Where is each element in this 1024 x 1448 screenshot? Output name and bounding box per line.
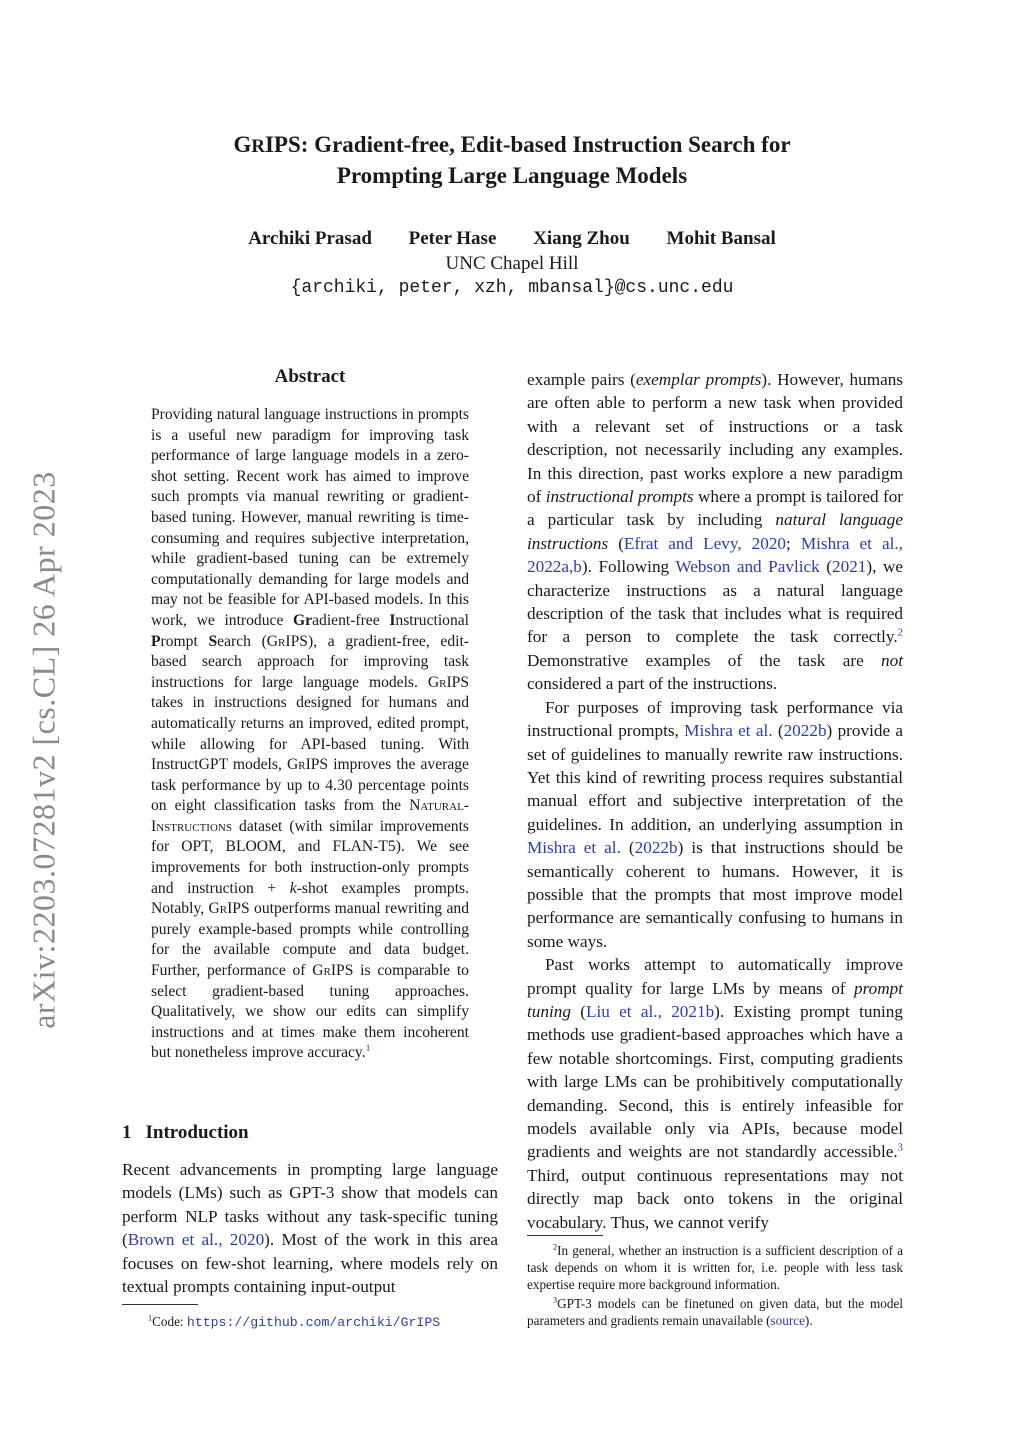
citation-link[interactable]: 2022b: [783, 721, 827, 741]
abstract-text: Providing natural language instructions in prompts is a useful new paradigm for improving task performance of large language models in a zero-shot setting. Recent work has aimed to improve such prompts via manual rewriting or gradient-based tuning. However, manual rewriting is time-consuming and requires subjective interpretation, while gradient-based tuning can be extremely computationally demanding for large models and may not be feasible for API-based models. In this work, we introduce Gradient-free Instructional Prompt Search (GrIPS), a gradient-free, edit-based search approach for improving task instructions for large language models. GrIPS takes in instructions designed for humans and automatically returns an improved, edited prompt, while allowing for API-based tuning. With InstructGPT models, GrIPS improves the average task performance by up to 4.30 percentage points on eight classification tasks from the Natural-Instructions dataset (with similar improvements for OPT, BLOOM, and FLAN-T5). We see improvements for both instruction-only prompts and instruction + k-shot examples prompts. Notably, GrIPS outperforms manual rewriting and purely example-based prompts while controlling for the available compute and data budget. Further, performance of GrIPS is comparable to select gradient-based tuning approaches. Qualitatively, we show our edits can simplify instructions and at times make them incoherent but nonetheless improve accuracy.$^1$: [151, 406, 470, 1062]
author-block: [120, 226, 904, 301]
author-emails[interactable]: {archiki, peter, xzh, mbansal}@cs.unc.edu: [290, 278, 734, 298]
paragraph: Past works attempt to automatically improve prompt quality for large LMs by means of prompt tuning (Liu et al., 2021b). Existing prompt tuning methods use gradient-based approaches which have a few notable shortcomings. First, computing gradients with large LMs can be prohibitively computationally demanding. Second, this is entirely infeasible for models available only via APIs, because model gradients and weights are not standardly accessible.$^3$ Third, output continuous representations may not directly map back onto tokens in the original vocabulary. Thus, we cannot verify: [527, 955, 903, 1232]
arxiv-stamp: arXiv:2203.07281v2 [cs.CL] 26 Apr 2023: [25, 471, 62, 1029]
affiliation: UNC Chapel Hill: [445, 253, 579, 274]
citation-link[interactable]: 2022b: [634, 838, 678, 858]
section-heading: 1 Introduction: [122, 1122, 249, 1143]
paragraph: example pairs (exemplar prompts). However, humans are often able to perform a new task when provided with a relevant set of instructions or a task description, not necessarily including any examples. In this direction, past works explore a new paradigm of instructional prompts where a prompt is tailored for a particular task by including natural language instructions (Efrat and Levy, 2020; Mishra et al., 2022a,b). Following Webson and Pavlick (2021), we characterize instructions as a natural language description of the task that includes what is required for a person to complete the task correctly.$^2$ Demonstrative examples of the task are not considered a part of the instructions.: [527, 370, 904, 694]
citation-link[interactable]: Efrat and Levy, 2020: [623, 533, 787, 553]
paragraph: For purposes of improving task performance via instructional prompts, Mishra et al. (2022b) provide a set of guidelines to manually rewrite raw instructions. Yet this kind of rewriting process requires substantial manual effort and subjective interpretation of the guidelines. In addition, an underlying assumption in Mishra et al. (2022b) is that instructions should be semantically coherent to humans. However, it is possible that the prompts that most improve model performance are semantically confusing to humans in some ways.: [527, 697, 903, 951]
footnote-2: $^2$In general, whether an instruction is a sufficient description of a task depends on whom it is written for, i.e. people with less task expertise require more background information.: [527, 1242, 903, 1292]
footnote-1: $^1$Code: https://github.com/archiki/GrIPS: [148, 1313, 441, 1330]
author-name: Mohit Bansal: [666, 228, 776, 249]
code-link[interactable]: https://github.com/archiki/GrIPS: [186, 1315, 441, 1330]
citation-link[interactable]: Liu et al., 2021b: [585, 1001, 715, 1021]
footnote-ref[interactable]: 2: [897, 627, 903, 639]
citation-link[interactable]: Brown et al., 2020: [127, 1230, 265, 1250]
right-column-text: [527, 368, 903, 1234]
footnote-3: $^3$GPT-3 models can be finetuned on given data, but the model parameters and gradients remain unavailable (source).: [527, 1295, 903, 1328]
citation-link[interactable]: Mishra et al.: [684, 721, 773, 741]
footnote-rule: [122, 1304, 198, 1305]
citation-link[interactable]: Mishra et al.: [527, 838, 621, 858]
footnote-ref[interactable]: 3: [897, 1142, 903, 1154]
citation-link[interactable]: 2021: [832, 557, 867, 577]
paper-title: GRIPS: Gradient-free, Edit-based Instruction Search for Prompting Large Language Models: [233, 132, 791, 188]
author-name: Xiang Zhou: [533, 228, 630, 249]
footnote-ref[interactable]: 1: [365, 1043, 371, 1055]
abstract-heading: Abstract: [274, 366, 346, 387]
citation-link[interactable]: Mishra et al., 2022a,b: [527, 533, 903, 577]
author-name: Archiki Prasad: [248, 228, 372, 249]
source-link[interactable]: source: [770, 1313, 805, 1328]
footnote-rule: [527, 1235, 603, 1236]
citation-link[interactable]: Webson and Pavlick: [675, 557, 820, 577]
author-name: Peter Hase: [408, 228, 497, 249]
intro-paragraph: Recent advancements in prompting large language models (LMs) such as GPT-3 show that models can perform NLP tasks without any task-specific tuning (Brown et al., 2020). Most of the work in this area focuses on few-shot learning, where models rely on textual prompts containing input-output: [122, 1160, 498, 1297]
